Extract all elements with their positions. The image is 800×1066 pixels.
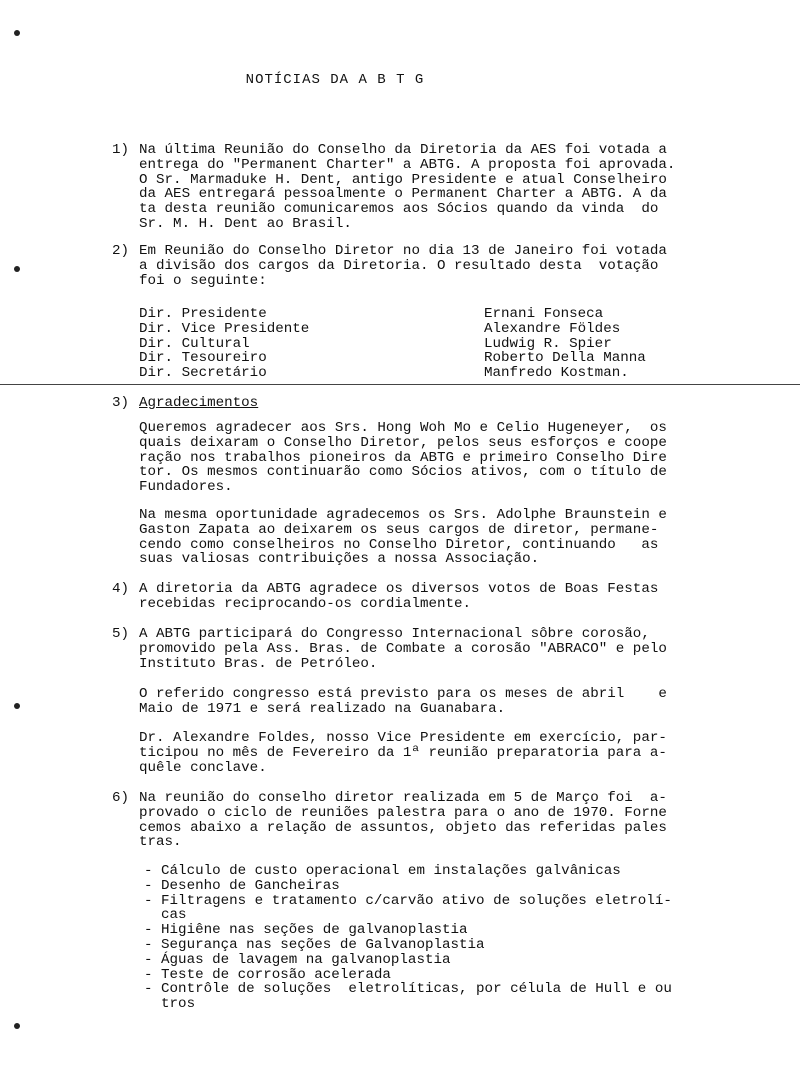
list-item: - Segurança nas seções de Galvanoplastia (144, 936, 485, 953)
office-row (139, 322, 739, 337)
paragraph-line: A ABTG participará do Congresso Internacional sôbre corosão, (139, 626, 650, 642)
paragraph-line: O referido congresso está previsto para os meses de abril e (139, 686, 667, 702)
paragraph-line: Instituto Bras. de Petróleo. (139, 655, 378, 672)
paragraph-line: Queremos agradecer aos Srs. Hong Woh Mo e Celio Hugeneyer, os (139, 420, 667, 436)
paragraph-line: entrega do "Permanent Charter" a ABTG. A proposta foi aprovada. (139, 156, 676, 173)
paragraph-line: tor. Os mesmos continuarão como Sócios ativos, com o título de (139, 464, 667, 481)
list-item: - Águas de lavagem na galvanoplastia (144, 951, 451, 968)
office-row (139, 337, 739, 352)
paragraph-line: a divisão dos cargos da Diretoria. O resultado desta votação (139, 257, 659, 274)
section-number: 2) (112, 243, 130, 259)
paragraph-line: Fundadores. (139, 479, 233, 496)
paragraph-line: Na mesma oportunidade agradecemos os Srs. Adolphe Braunstein e (139, 507, 667, 523)
list-item: - Contrôle de soluções eletrolíticas, por célula de Hull e ou (144, 981, 672, 998)
paragraph-line: provado o ciclo de reuniões palestra para o ano de 1970. Forne (139, 804, 667, 821)
scan-divider-line (0, 384, 800, 385)
paragraph-line: Sr. M. H. Dent ao Brasil. (139, 215, 352, 232)
paragraph-line: recebidas reciprocando-os cordialmente. (139, 595, 472, 612)
office-holder: Roberto Della Manna (484, 350, 646, 367)
paragraph-line: Na reunião do conselho diretor realizada em 5 de Março foi a- (139, 790, 667, 806)
office-holder: Ludwig R. Spier (484, 335, 612, 352)
paragraph-line: Em Reunião do Conselho Diretor no dia 13 de Janeiro foi votada (139, 243, 667, 259)
binder-hole-mark (14, 30, 20, 36)
office-role: Dir. Secretário (139, 365, 267, 382)
office-row (139, 307, 739, 322)
page-title: NOTÍCIAS DA A B T G (245, 72, 425, 88)
paragraph-line: quêle conclave. (139, 759, 267, 776)
list-item: tros (144, 996, 196, 1013)
paragraph-line: quais deixaram o Conselho Diretor, pelos seus esforços e coope (139, 434, 667, 451)
section-number: 4) (112, 581, 130, 597)
paragraph-line: ração nos trabalhos pioneiros da ABTG e primeiro Conselho Dire (139, 449, 667, 466)
office-holder: Manfredo Kostman. (484, 365, 629, 382)
binder-hole-mark (14, 1023, 20, 1029)
section-number: 5) (112, 626, 130, 642)
office-holder: Alexandre Földes (484, 320, 621, 337)
list-item: - Filtragens e tratamento c/carvão ativo de soluções eletrolí- (144, 892, 672, 909)
section-3-paragraph-1 (139, 421, 779, 495)
paragraph-line: Na última Reunião do Conselho da Diretoria da AES foi votada a (139, 142, 667, 158)
paragraph-line: cendo como conselheiros no Conselho Diretor, continuando as (139, 536, 659, 553)
paragraph-line: Gaston Zapata ao deixarem os seus cargos de diretor, permane- (139, 521, 659, 538)
office-holder: Ernani Fonseca (484, 306, 604, 322)
section-number: 3) (112, 395, 130, 411)
paragraph-line: ta desta reunião comunicaremos aos Sócios quando da vinda do (139, 201, 659, 218)
list-item: cas (144, 907, 187, 924)
paragraph-line: A diretoria da ABTG agradece os diversos votos de Boas Festas (139, 581, 659, 597)
lecture-topics-list (144, 864, 672, 1012)
office-row (139, 351, 739, 366)
office-role: Dir. Presidente (139, 306, 267, 322)
section-3-paragraph-2 (139, 508, 779, 567)
office-role: Dir. Tesoureiro (139, 350, 267, 367)
paragraph-line: Dr. Alexandre Foldes, nosso Vice Presidente em exercício, par- (139, 730, 667, 746)
paragraph-line: da AES entregará pessoalmente o Permanent Charter a ABTG. A da (139, 186, 667, 203)
paragraph-line: cemos abaixo a relação de assuntos, objeto das referidas pales (139, 819, 667, 836)
list-item: - Higiêne nas seções de galvanoplastia (144, 922, 468, 939)
section-5-paragraph-3 (139, 731, 779, 775)
paragraph-line: O Sr. Marmaduke H. Dent, antigo Presidente e atual Conselheiro (139, 171, 667, 188)
paragraph-line: ticipou no mês de Fevereiro da 1ª reunião preparatoria para a- (139, 744, 667, 761)
list-item: - Desenho de Gancheiras (144, 877, 340, 894)
paragraph-line: tras. (139, 834, 182, 851)
section-5-paragraph-2 (139, 687, 779, 717)
office-role: Dir. Cultural (139, 335, 250, 352)
paragraph-line: foi o seguinte: (139, 272, 267, 289)
binder-hole-mark (14, 703, 20, 709)
list-item: - Teste de corrosão acelerada (144, 966, 391, 983)
paragraph-line: Maio de 1971 e será realizado na Guanabara. (139, 700, 506, 717)
section-heading: Agradecimentos (139, 395, 259, 411)
section-number: 6) (112, 790, 130, 806)
board-offices-list (139, 307, 739, 381)
paragraph-line: promovido pela Ass. Bras. de Combate a corosão "ABRACO" e pelo (139, 640, 667, 657)
binder-hole-mark (14, 266, 20, 272)
list-item: - Cálculo de custo operacional em instalações galvânicas (144, 863, 621, 879)
office-role: Dir. Vice Presidente (139, 320, 310, 337)
section-number: 1) (112, 142, 130, 158)
paragraph-line: suas valiosas contribuições a nossa Associação. (139, 551, 540, 568)
office-row (139, 366, 739, 381)
